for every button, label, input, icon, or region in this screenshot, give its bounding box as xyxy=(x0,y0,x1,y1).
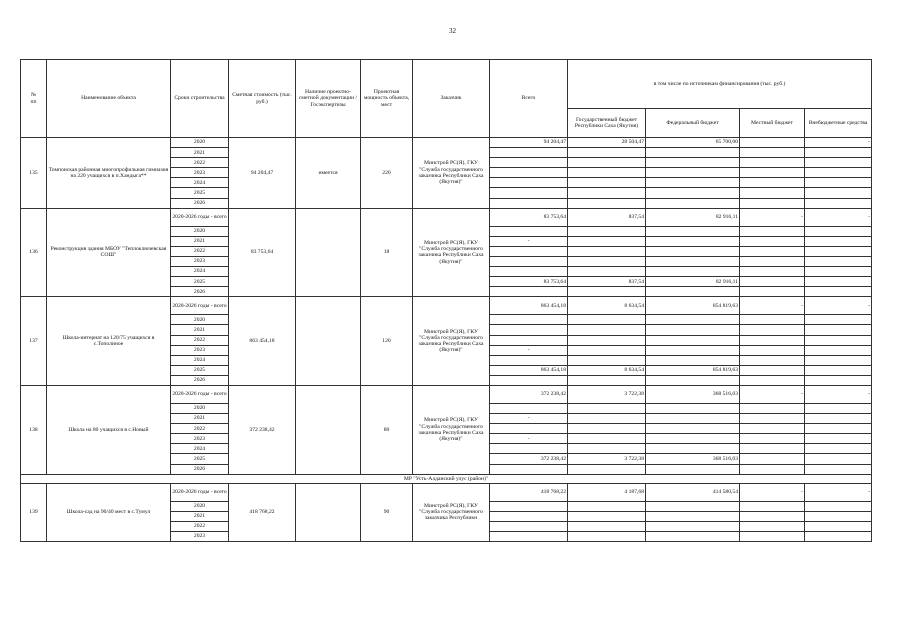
header-local-budget: Местный бюджет xyxy=(740,109,805,138)
local-budget-cell xyxy=(740,345,805,355)
extra-budget-cell xyxy=(805,414,872,424)
local-budget-cell xyxy=(740,375,805,385)
capacity: 80 xyxy=(361,385,413,474)
year-cell: 2021 xyxy=(171,148,229,158)
estimated-cost: 83 753,64 xyxy=(229,208,296,297)
extra-budget-cell xyxy=(805,403,872,413)
extra-budget-cell: - xyxy=(805,208,872,226)
extra-budget-cell: - xyxy=(805,297,872,315)
federal-budget-cell xyxy=(646,267,740,277)
object-number: 135 xyxy=(21,138,47,209)
total-cell xyxy=(490,256,568,266)
federal-budget-cell: 368 516,03 xyxy=(646,454,740,464)
extra-budget-cell xyxy=(805,226,872,236)
year-cell: 2022 xyxy=(171,158,229,168)
federal-budget-cell xyxy=(646,158,740,168)
federal-budget-cell xyxy=(646,414,740,424)
federal-budget-cell: 82 916,11 xyxy=(646,277,740,287)
extra-budget-cell xyxy=(805,256,872,266)
federal-budget-cell xyxy=(646,198,740,208)
federal-budget-cell xyxy=(646,424,740,434)
state-budget-cell xyxy=(568,267,646,277)
federal-budget-cell: 82 916,11 xyxy=(646,208,740,226)
financing-table xyxy=(20,59,872,542)
state-budget-cell xyxy=(568,424,646,434)
local-budget-cell xyxy=(740,267,805,277)
total-cell xyxy=(490,335,568,345)
customer: Минстрой РС(Я), ГКУ "Служба государственного заказчика Республики Саха (Якутия)" xyxy=(413,208,490,297)
customer: Минстрой РС(Я), ГКУ "Служба государственного заказчика Республики Саха (Якутия)" xyxy=(413,297,490,386)
object-name: Школа-интернат на 120/75 учащихся в с.Тополиное xyxy=(47,297,171,386)
object-number: 139 xyxy=(21,483,47,541)
year-cell: 2020 xyxy=(171,138,229,148)
federal-budget-cell xyxy=(646,375,740,385)
year-cell: 2022 xyxy=(171,424,229,434)
year-cell: 2023 xyxy=(171,168,229,178)
extra-budget-cell xyxy=(805,454,872,464)
local-budget-cell xyxy=(740,158,805,168)
year-cell: 2020 xyxy=(171,501,229,511)
local-budget-cell xyxy=(740,424,805,434)
federal-budget-cell xyxy=(646,188,740,198)
object-name: Школа-сад на 90/40 мест в с.Тумул xyxy=(47,483,171,541)
documentation-status xyxy=(296,297,361,386)
object-name: Томпонская районная многопрофильная гимназия на 220 учащихся в п.Хандыга** xyxy=(47,138,171,209)
local-budget-cell xyxy=(740,287,805,297)
state-budget-cell xyxy=(568,287,646,297)
state-budget-cell xyxy=(568,501,646,511)
local-budget-cell: - xyxy=(740,483,805,501)
local-budget-cell xyxy=(740,444,805,454)
federal-budget-cell: 368 516,03 xyxy=(646,385,740,403)
extra-budget-cell xyxy=(805,287,872,297)
header-cost: Сметная стоимость (тыс. руб.) xyxy=(229,60,296,138)
object-number: 137 xyxy=(21,297,47,386)
federal-budget-cell xyxy=(646,246,740,256)
state-budget-cell xyxy=(568,434,646,444)
federal-budget-cell xyxy=(646,345,740,355)
state-budget-cell xyxy=(568,403,646,413)
local-budget-cell xyxy=(740,198,805,208)
year-cell: 2021 xyxy=(171,236,229,246)
total-cell xyxy=(490,226,568,236)
federal-budget-cell xyxy=(646,464,740,474)
local-budget-cell xyxy=(740,531,805,541)
extra-budget-cell xyxy=(805,335,872,345)
extra-budget-cell xyxy=(805,501,872,511)
year-cell: 2025 xyxy=(171,188,229,198)
local-budget-cell: - xyxy=(740,297,805,315)
object-number: 136 xyxy=(21,208,47,297)
local-budget-cell xyxy=(740,315,805,325)
year-cell: 2021 xyxy=(171,511,229,521)
state-budget-cell: 3 722,38 xyxy=(568,454,646,464)
local-budget-cell xyxy=(740,434,805,444)
table-row xyxy=(21,297,872,315)
federal-budget-cell xyxy=(646,511,740,521)
state-budget-cell xyxy=(568,188,646,198)
local-budget-cell xyxy=(740,277,805,287)
state-budget-cell xyxy=(568,315,646,325)
total-cell xyxy=(490,501,568,511)
customer: Минстрой РС(Я), ГКУ "Служба государственного заказчика Республики Саха (Якутия)" xyxy=(413,385,490,474)
header-customer: Заказчик xyxy=(413,60,490,138)
state-budget-cell xyxy=(568,345,646,355)
section-row xyxy=(21,474,872,483)
federal-budget-cell xyxy=(646,236,740,246)
extra-budget-cell xyxy=(805,188,872,198)
federal-budget-cell xyxy=(646,148,740,158)
extra-budget-cell xyxy=(805,355,872,365)
extra-budget-cell: - xyxy=(805,385,872,403)
local-budget-cell xyxy=(740,521,805,531)
year-cell: 2022 xyxy=(171,335,229,345)
page-number: 32 xyxy=(449,27,456,35)
state-budget-cell: 28 504,47 xyxy=(568,138,646,148)
state-budget-cell xyxy=(568,226,646,236)
year-cell: 2020 xyxy=(171,226,229,236)
total-cell xyxy=(490,521,568,531)
state-budget-cell xyxy=(568,198,646,208)
local-budget-cell xyxy=(740,236,805,246)
header-name: Наименование объекта xyxy=(47,60,171,138)
state-budget-cell xyxy=(568,521,646,531)
documentation-status: имеется xyxy=(296,138,361,209)
state-budget-cell xyxy=(568,178,646,188)
local-budget-cell xyxy=(740,454,805,464)
local-budget-cell xyxy=(740,501,805,511)
year-cell: 2023 xyxy=(171,434,229,444)
extra-budget-cell xyxy=(805,267,872,277)
year-cell: 2024 xyxy=(171,267,229,277)
federal-budget-cell: 414 580,54 xyxy=(646,483,740,501)
total-cell: 372 238,42 xyxy=(490,385,568,403)
state-budget-cell xyxy=(568,246,646,256)
documentation-status xyxy=(296,208,361,297)
header-docs: Наличие проектно-сметной документации /Госэкспертизы xyxy=(296,60,361,138)
extra-budget-cell xyxy=(805,148,872,158)
year-cell: 2020-2026 годы - всего xyxy=(171,483,229,501)
total-cell xyxy=(490,403,568,413)
state-budget-cell xyxy=(568,414,646,424)
year-cell: 2023 xyxy=(171,531,229,541)
estimated-cost: 94 204,47 xyxy=(229,138,296,209)
federal-budget-cell xyxy=(646,325,740,335)
total-cell xyxy=(490,246,568,256)
state-budget-cell xyxy=(568,375,646,385)
year-cell: 2026 xyxy=(171,375,229,385)
extra-budget-cell: - xyxy=(805,138,872,148)
federal-budget-cell xyxy=(646,256,740,266)
documentation-status xyxy=(296,483,361,541)
table-row xyxy=(21,483,872,501)
extra-budget-cell xyxy=(805,168,872,178)
state-budget-cell xyxy=(568,335,646,345)
local-budget-cell xyxy=(740,325,805,335)
local-budget-cell xyxy=(740,335,805,345)
estimated-cost: 372 238,42 xyxy=(229,385,296,474)
federal-budget-cell xyxy=(646,287,740,297)
state-budget-cell xyxy=(568,158,646,168)
total-cell xyxy=(490,188,568,198)
state-budget-cell xyxy=(568,148,646,158)
extra-budget-cell xyxy=(805,178,872,188)
total-cell xyxy=(490,178,568,188)
header-state-budget: Государственный бюджет Республики Саха (Якутия) xyxy=(568,109,646,138)
federal-budget-cell xyxy=(646,434,740,444)
local-budget-cell xyxy=(740,511,805,521)
local-budget-cell xyxy=(740,178,805,188)
federal-budget-cell xyxy=(646,521,740,531)
local-budget-cell xyxy=(740,168,805,178)
state-budget-cell xyxy=(568,464,646,474)
total-cell: 83 753,64 xyxy=(490,277,568,287)
year-cell: 2020-2026 годы - всего xyxy=(171,208,229,226)
local-budget-cell xyxy=(740,246,805,256)
year-cell: 2023 xyxy=(171,256,229,266)
total-cell: - xyxy=(490,414,568,424)
total-cell xyxy=(490,168,568,178)
documentation-status xyxy=(296,385,361,474)
total-cell xyxy=(490,158,568,168)
total-cell xyxy=(490,464,568,474)
federal-budget-cell: 854 819,63 xyxy=(646,297,740,315)
local-budget-cell xyxy=(740,138,805,148)
total-cell: 418 768,22 xyxy=(490,483,568,501)
federal-budget-cell xyxy=(646,178,740,188)
extra-budget-cell xyxy=(805,511,872,521)
year-cell: 2021 xyxy=(171,414,229,424)
state-budget-cell: 837,54 xyxy=(568,208,646,226)
state-budget-cell xyxy=(568,236,646,246)
year-cell: 2024 xyxy=(171,178,229,188)
total-cell: 94 204,47 xyxy=(490,138,568,148)
object-name: Школа на 80 учащихся в с.Новый xyxy=(47,385,171,474)
year-cell: 2022 xyxy=(171,521,229,531)
customer: Минстрой РС(Я), ГКУ "Служба государственного заказчика Республики xyxy=(413,483,490,541)
total-cell xyxy=(490,444,568,454)
capacity: 220 xyxy=(361,138,413,209)
federal-budget-cell xyxy=(646,226,740,236)
year-cell: 2026 xyxy=(171,198,229,208)
total-cell: - xyxy=(490,236,568,246)
year-cell: 2023 xyxy=(171,345,229,355)
local-budget-cell xyxy=(740,226,805,236)
extra-budget-cell xyxy=(805,424,872,434)
state-budget-cell xyxy=(568,168,646,178)
local-budget-cell: - xyxy=(740,208,805,226)
table-header xyxy=(21,60,872,138)
extra-budget-cell xyxy=(805,464,872,474)
total-cell xyxy=(490,355,568,365)
federal-budget-cell xyxy=(646,501,740,511)
total-cell: 372 238,42 xyxy=(490,454,568,464)
section-title: МР "Усть-Алданский улус (район)" xyxy=(21,474,872,483)
extra-budget-cell xyxy=(805,365,872,375)
federal-budget-cell: 854 819,63 xyxy=(646,365,740,375)
state-budget-cell: 8 634,54 xyxy=(568,365,646,375)
federal-budget-cell xyxy=(646,531,740,541)
extra-budget-cell xyxy=(805,444,872,454)
state-budget-cell: 8 634,54 xyxy=(568,297,646,315)
total-cell xyxy=(490,325,568,335)
state-budget-cell: 4 187,68 xyxy=(568,483,646,501)
total-cell xyxy=(490,198,568,208)
capacity: 120 xyxy=(361,297,413,386)
year-cell: 2025 xyxy=(171,365,229,375)
year-cell: 2026 xyxy=(171,464,229,474)
state-budget-cell xyxy=(568,256,646,266)
year-cell: 2022 xyxy=(171,246,229,256)
year-cell: 2020 xyxy=(171,315,229,325)
federal-budget-cell: 65 700,00 xyxy=(646,138,740,148)
total-cell xyxy=(490,531,568,541)
table-body xyxy=(21,138,872,542)
estimated-cost: 863 454,18 xyxy=(229,297,296,386)
year-cell: 2020 xyxy=(171,403,229,413)
header-sources: в том числе по источникам финансирования (тыс. руб.) xyxy=(568,60,872,109)
total-cell: - xyxy=(490,434,568,444)
year-cell: 2020-2026 годы - всего xyxy=(171,385,229,403)
local-budget-cell xyxy=(740,148,805,158)
total-cell xyxy=(490,267,568,277)
customer: Минстрой РС(Я), ГКУ "Служба государственного заказчика Республики Саха (Якутия)" xyxy=(413,138,490,209)
local-budget-cell: - xyxy=(740,385,805,403)
year-cell: 2026 xyxy=(171,287,229,297)
local-budget-cell xyxy=(740,256,805,266)
capacity: 90 xyxy=(361,483,413,541)
extra-budget-cell xyxy=(805,246,872,256)
header-no: № пп xyxy=(21,60,47,138)
total-cell xyxy=(490,148,568,158)
year-cell: 2021 xyxy=(171,325,229,335)
year-cell: 2025 xyxy=(171,277,229,287)
extra-budget-cell xyxy=(805,158,872,168)
local-budget-cell xyxy=(740,403,805,413)
total-cell xyxy=(490,424,568,434)
federal-budget-cell xyxy=(646,355,740,365)
federal-budget-cell xyxy=(646,403,740,413)
local-budget-cell xyxy=(740,464,805,474)
total-cell: 863 454,18 xyxy=(490,365,568,375)
object-number: 138 xyxy=(21,385,47,474)
state-budget-cell xyxy=(568,325,646,335)
state-budget-cell: 3 722,38 xyxy=(568,385,646,403)
header-extra-budget: Внебюджетные средства xyxy=(805,109,872,138)
total-cell: - xyxy=(490,345,568,355)
state-budget-cell xyxy=(568,531,646,541)
local-budget-cell xyxy=(740,188,805,198)
total-cell xyxy=(490,315,568,325)
local-budget-cell xyxy=(740,414,805,424)
total-cell xyxy=(490,511,568,521)
state-budget-cell xyxy=(568,511,646,521)
year-cell: 2025 xyxy=(171,454,229,464)
extra-budget-cell xyxy=(805,315,872,325)
federal-budget-cell xyxy=(646,315,740,325)
total-cell: 863 454,18 xyxy=(490,297,568,315)
state-budget-cell: 837,54 xyxy=(568,277,646,287)
local-budget-cell xyxy=(740,365,805,375)
header-capacity: Проектная мощность объекта, мест xyxy=(361,60,413,138)
federal-budget-cell xyxy=(646,168,740,178)
header-total: Всего xyxy=(490,60,568,138)
federal-budget-cell xyxy=(646,335,740,345)
header-federal-budget: Федеральный бюджет xyxy=(646,109,740,138)
extra-budget-cell: - xyxy=(805,483,872,501)
state-budget-cell xyxy=(568,444,646,454)
estimated-cost: 418 768,22 xyxy=(229,483,296,541)
total-cell xyxy=(490,375,568,385)
year-cell: 2024 xyxy=(171,355,229,365)
year-cell: 2024 xyxy=(171,444,229,454)
extra-budget-cell xyxy=(805,531,872,541)
extra-budget-cell xyxy=(805,236,872,246)
object-name: Реконструкция здания МБОУ "Теплоключевская СОШ" xyxy=(47,208,171,297)
capacity: 18 xyxy=(361,208,413,297)
state-budget-cell xyxy=(568,355,646,365)
extra-budget-cell xyxy=(805,198,872,208)
extra-budget-cell xyxy=(805,521,872,531)
extra-budget-cell xyxy=(805,277,872,287)
local-budget-cell xyxy=(740,355,805,365)
extra-budget-cell xyxy=(805,434,872,444)
total-cell xyxy=(490,287,568,297)
table-row xyxy=(21,138,872,148)
table-row xyxy=(21,208,872,226)
total-cell: 83 753,64 xyxy=(490,208,568,226)
federal-budget-cell xyxy=(646,444,740,454)
table-row xyxy=(21,385,872,403)
extra-budget-cell xyxy=(805,375,872,385)
year-cell: 2020-2026 годы - всего xyxy=(171,297,229,315)
extra-budget-cell xyxy=(805,325,872,335)
header-terms: Сроки строительства xyxy=(171,60,229,138)
extra-budget-cell xyxy=(805,345,872,355)
